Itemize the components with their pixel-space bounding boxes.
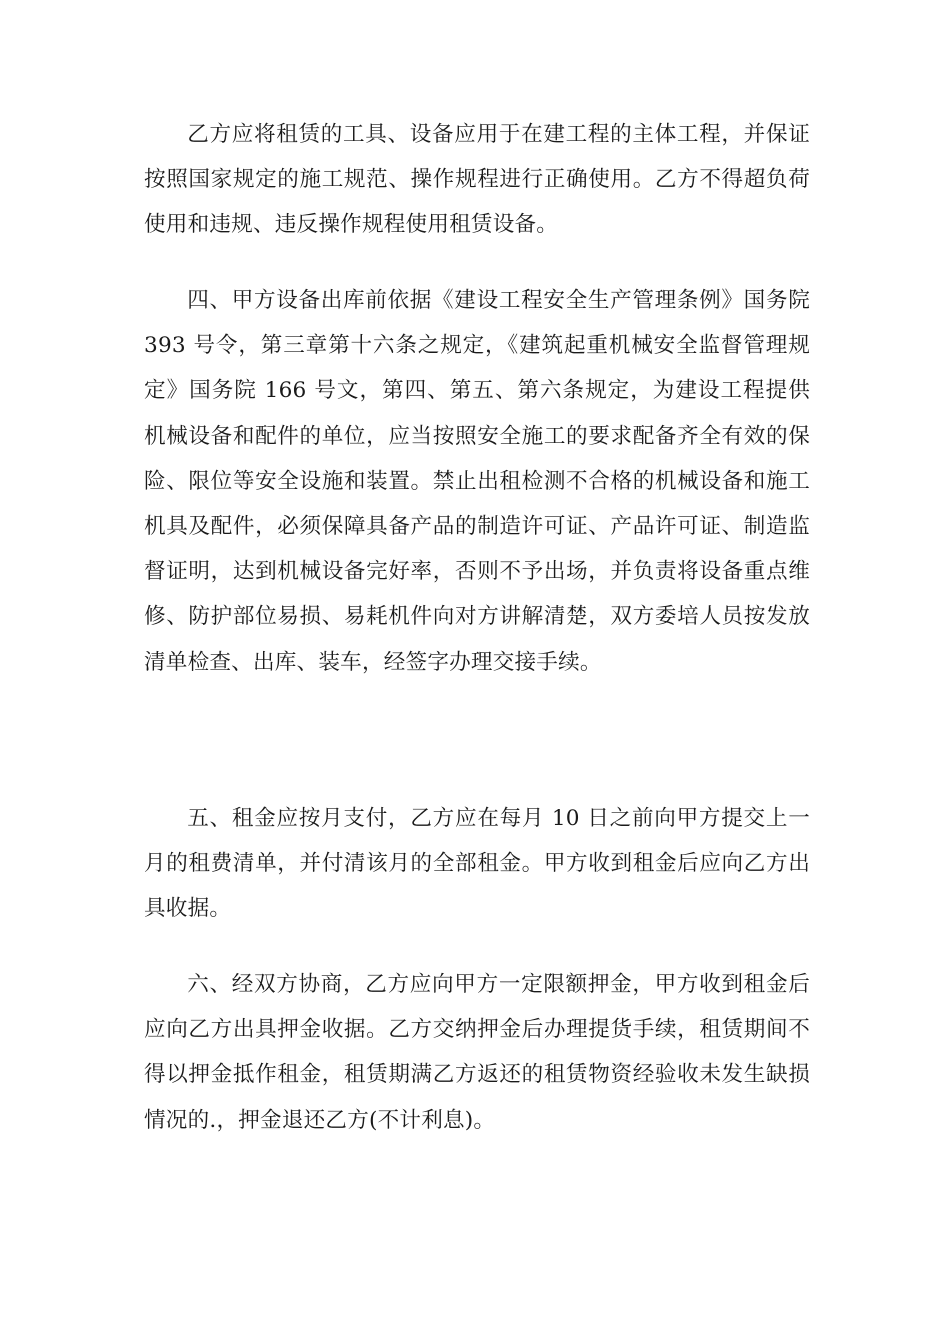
paragraph-equipment-usage: 乙方应将租赁的工具、设备应用于在建工程的主体工程，并保证按照国家规定的施工规范、操作规程进行正确使用。乙方不得超负荷使用和违规、违反操作规程使用租赁设备。 [144, 122, 810, 238]
paragraph-clause-five: 五、租金应按月支付，乙方应在每月 10 日之前向甲方提交上一月的租费清单，并付清该月的全部租金。甲方收到租金后应向乙方出具收据。 [144, 806, 810, 922]
paragraph-clause-six: 六、经双方协商，乙方应向甲方一定限额押金，甲方收到租金后应向乙方出具押金收据。乙方交纳押金后办理提货手续，租赁期间不得以押金抵作租金，租赁期满乙方返还的租赁物资经验收未发生缺损情况的.，押金退还乙方(不计利息)。 [144, 972, 810, 1133]
paragraph-clause-four: 四、甲方设备出库前依据《建设工程安全生产管理条例》国务院 393 号令，第三章第十六条之规定，《建筑起重机械安全监督管理规定》国务院 166 号文，第四、第五、第六条规定，为建设工程提供机械设备和配件的单位，应当按照安全施工的要求配备齐全有效的保险、限位等安全设施和装置。禁止出租检测不合格的机械设备和施工机具及配件，必须保障具备产品的制造许可证、产品许可证、制造监督证明，达到机械设备完好率，否则不予出场，并负责将设备重点维修、防护部位易损、易耗机件向对方讲解清楚，双方委培人员按发放清单检查、出库、装车，经签字办理交接手续。 [144, 288, 810, 675]
